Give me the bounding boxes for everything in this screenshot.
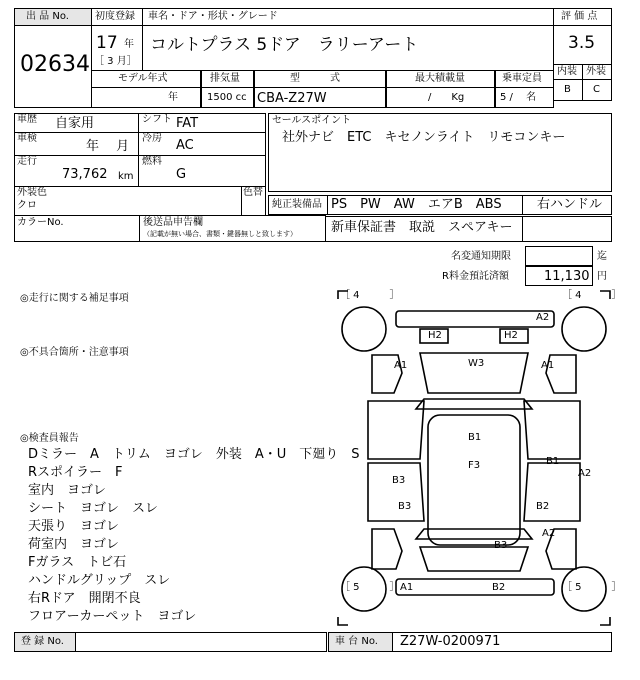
- model-year-label: モデル年式: [118, 73, 168, 84]
- eval-score: 3.5: [568, 33, 596, 53]
- reg-no-cell: [75, 632, 327, 652]
- mileage-unit: km: [118, 171, 134, 182]
- history-value: 自家用: [55, 116, 95, 131]
- inspector-line: 荷室内 ヨゴレ: [28, 537, 120, 552]
- car-diagram: [336, 289, 622, 627]
- sales-points: 社外ナビ ETC キセノンライト リモコンキー: [282, 130, 566, 145]
- spec-divider-3: [385, 70, 387, 108]
- displacement: 1500 cc: [207, 92, 247, 103]
- mileage-label: 走行: [17, 156, 37, 167]
- type-label: 型 式: [290, 73, 340, 84]
- inspector-line: 天張り ヨゴレ: [28, 519, 120, 534]
- inspection-label: 車検: [17, 133, 37, 144]
- eval-label: 評 価 点: [561, 11, 598, 22]
- recycle-label: R料金預託済額: [442, 271, 509, 282]
- recycle-unit: 円: [597, 271, 607, 282]
- displacement-label: 排気量: [210, 73, 240, 84]
- deadline-label: 名変通知期限: [451, 251, 511, 262]
- mark-a1-bottom: A1: [400, 582, 414, 593]
- capacity-label: 乗車定員: [502, 73, 542, 84]
- reg-year-unit: 年: [124, 39, 134, 50]
- ac-label: 冷房: [142, 133, 162, 144]
- max-load: / Kg: [428, 92, 465, 103]
- mark-f3: F3: [468, 460, 481, 471]
- warranty-value: 新車保証書 取説 スペアキー: [331, 220, 513, 235]
- mark-b1-roof: B1: [468, 432, 482, 443]
- exterior-label: 外装: [586, 66, 606, 77]
- inspector-line: ハンドルグリップ スレ: [28, 573, 171, 588]
- mileage-value: 73,762: [62, 167, 108, 182]
- chassis-label: 車 台 No.: [335, 636, 378, 647]
- mark-b1-right: B1: [546, 456, 560, 467]
- reg-year: 17: [96, 33, 118, 53]
- inspection-value: 年 月: [86, 139, 130, 154]
- capacity: 5 / 名: [500, 92, 537, 103]
- mark-a2-right: A2: [578, 468, 592, 479]
- mark-a1-left: A1: [394, 360, 408, 371]
- interior-label: 内装: [557, 66, 577, 77]
- color-no-label: カラーNo.: [17, 217, 64, 228]
- post-docs-note: （記載が無い場合、書類・鍵器無しと致します）: [143, 230, 297, 238]
- equip-label: 純正装備品: [272, 199, 322, 210]
- tire-tr: ［ 4 ］: [562, 290, 622, 301]
- mark-h2-right: H2: [504, 330, 518, 341]
- color-value: クロ: [17, 200, 37, 211]
- inspector-line: 室内 ヨゴレ: [28, 483, 107, 498]
- color-label: 外装色: [17, 187, 47, 198]
- sales-points-label: セールスポイント: [272, 115, 352, 126]
- tire-bl: ［ 5 ］: [340, 582, 400, 593]
- color-cell: [14, 186, 242, 216]
- lot-number: 02634: [20, 52, 90, 77]
- mark-a2-top: A2: [536, 312, 550, 323]
- inspector-title: ◎検査員報告: [20, 433, 79, 444]
- inspector-line: シート ヨゴレ スレ: [28, 501, 159, 516]
- reg-label: 初度登録: [95, 11, 135, 22]
- exterior-grade: C: [593, 84, 600, 95]
- mark-b3-bottom: B3: [494, 540, 508, 551]
- inspector-line: Rスポイラー F: [28, 465, 123, 480]
- inspector-line: 右Rドア 開閉不良: [28, 591, 141, 606]
- tire-tl: ［ 4 ］: [340, 290, 400, 301]
- chassis-number: Z27W-0200971: [400, 634, 501, 649]
- car-outline-drawing: [336, 289, 612, 627]
- mark-b2-bottom: B2: [492, 582, 506, 593]
- post-docs-label: 後送品申告欄: [143, 217, 203, 228]
- defect-notes-title: ◎不具合箇所・注意事項: [20, 347, 129, 358]
- mark-b3-left1: B3: [392, 475, 406, 486]
- ac-value: AC: [176, 138, 194, 153]
- shift-value: FAT: [176, 116, 199, 131]
- color-change-label: 色替: [243, 187, 263, 198]
- car-name: コルトプラス 5ドア ラリーアート: [150, 35, 419, 55]
- deadline-box: [525, 246, 593, 266]
- spec-divider-4: [494, 70, 496, 108]
- history-label: 車歴: [17, 114, 37, 125]
- mark-w3: W3: [468, 358, 485, 369]
- mark-b2-right: B2: [536, 501, 550, 512]
- name-label: 車名・ドア・形状・グレード: [148, 11, 278, 22]
- mark-a1-right: A1: [541, 360, 555, 371]
- interior-grade: B: [564, 84, 571, 95]
- handle-value: 右ハンドル: [537, 197, 603, 212]
- fuel-value: G: [176, 167, 187, 182]
- inspector-line: Dミラー A トリム ヨゴレ 外装 A・U 下廻り S: [28, 447, 360, 462]
- mark-b3-left2: B3: [398, 501, 412, 512]
- inspector-line: フロアーカーペット ヨゴレ: [28, 609, 197, 624]
- driving-notes-title: ◎走行に関する補足事項: [20, 293, 129, 304]
- inspector-line: Fガラス トビ石: [28, 555, 127, 570]
- handle-blank-cell: [522, 216, 612, 242]
- type-value: CBA-Z27W: [257, 91, 327, 106]
- mark-h2-left: H2: [428, 330, 442, 341]
- max-load-label: 最大積載量: [415, 73, 465, 84]
- tire-br: ［ 5 ］: [562, 582, 622, 593]
- reg-no-label: 登 録 No.: [21, 636, 64, 647]
- reg-month: ［ 3 月］: [94, 56, 137, 67]
- mark-a2-right2: A2: [542, 528, 556, 539]
- fuel-label: 燃料: [142, 156, 162, 167]
- model-year-unit: 年: [168, 92, 178, 103]
- spec-divider-2: [253, 70, 255, 108]
- shift-label: シフト: [142, 114, 172, 125]
- deadline-unit: 迄: [597, 251, 607, 262]
- equip-value: PS PW AW エアB ABS: [331, 197, 502, 212]
- recycle-value: 11,130: [544, 269, 590, 284]
- lot-label: 出 品 No.: [26, 11, 69, 22]
- spec-divider-1: [200, 70, 202, 108]
